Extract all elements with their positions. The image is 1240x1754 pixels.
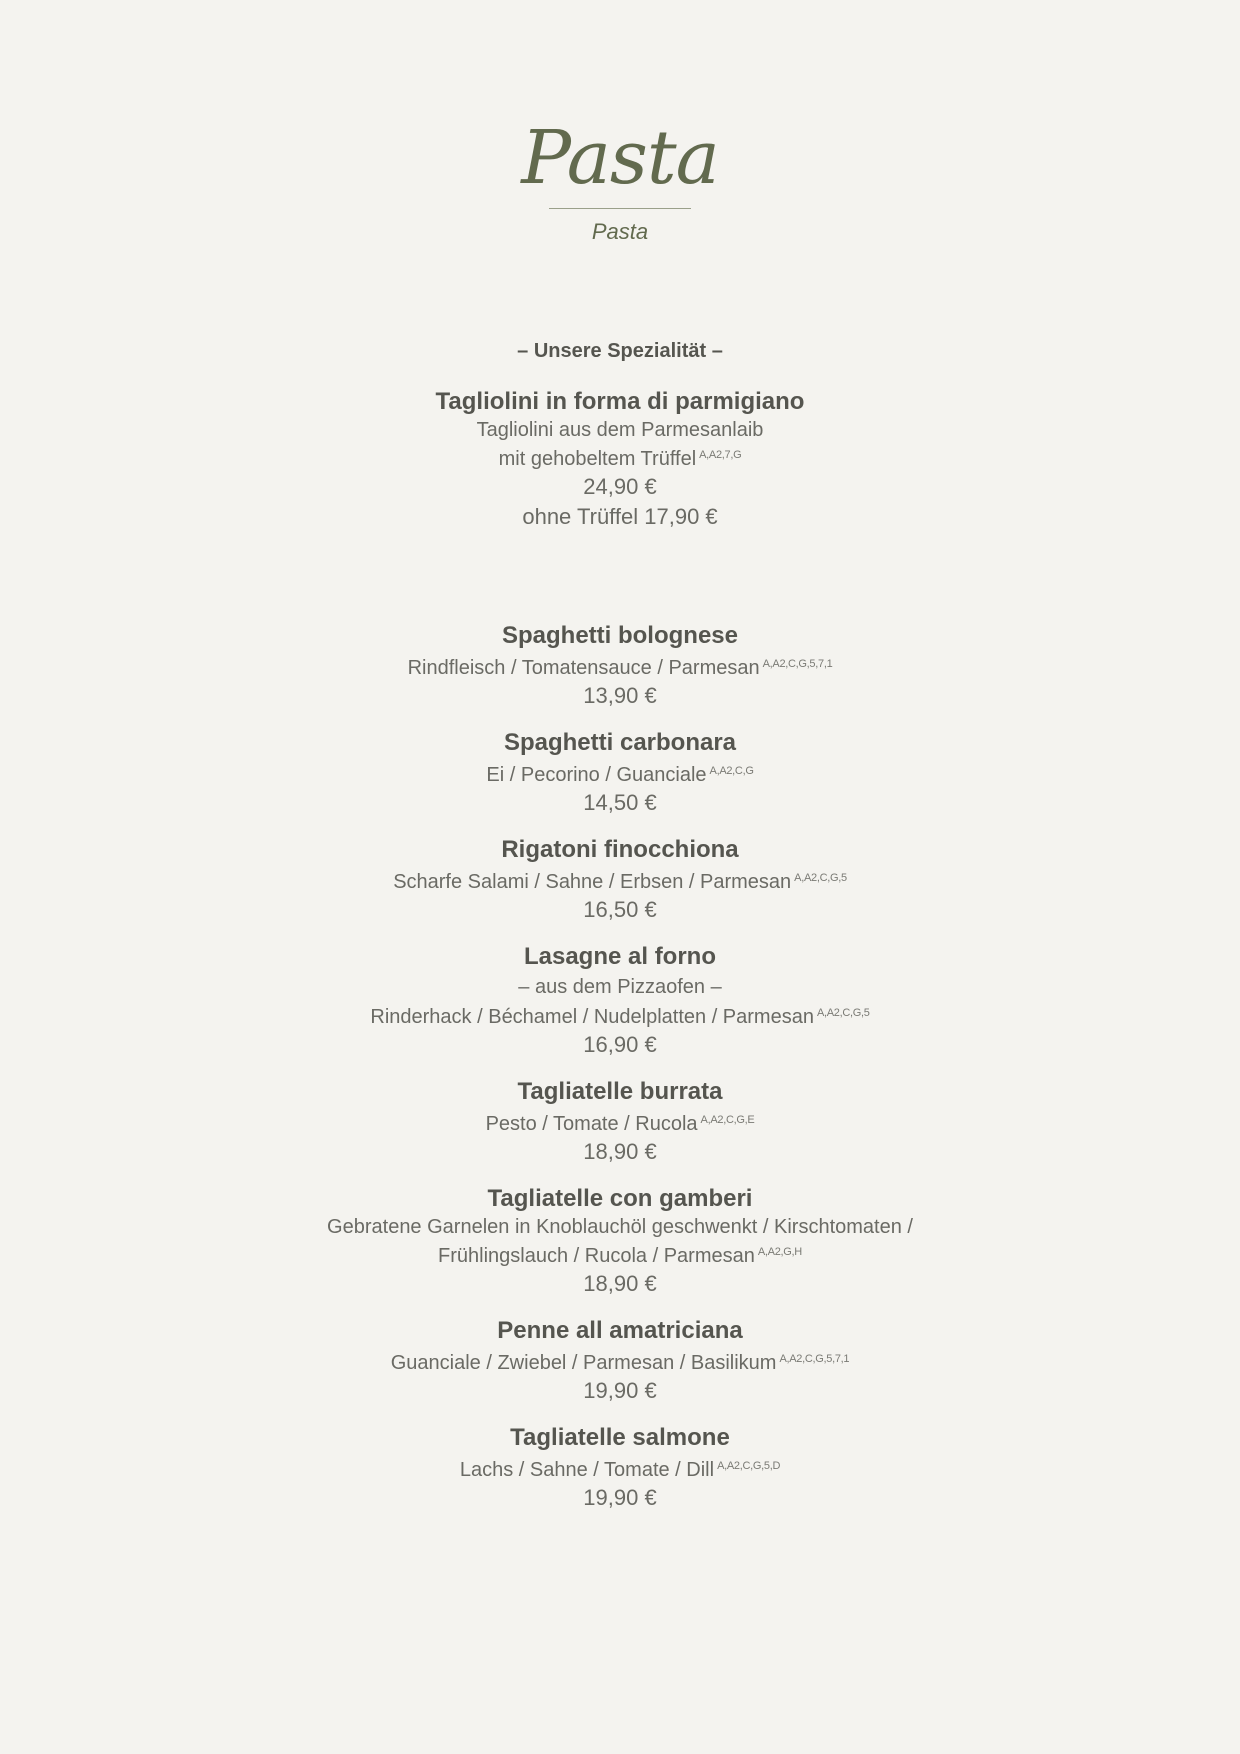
allergen-codes: A,A2,7,G (699, 449, 742, 461)
allergen-codes: A,A2,G,H (757, 1246, 802, 1258)
dish-alt-price: ohne Trüffel 17,90 € (522, 504, 718, 529)
dish-description: Tagliolini aus dem Parmesanlaib (476, 419, 764, 441)
allergen-codes: A,A2,C,G (709, 765, 754, 777)
dish-description (0, 1347, 1240, 1376)
dish-name: Spaghetti carbonara (503, 729, 737, 756)
menu-item (0, 1076, 1240, 1167)
dish-price: 24,90 € (583, 474, 657, 499)
dish-description: Gebratene Garnelen in Knoblauchöl geschwenkt / Kirschtomaten / (327, 1216, 913, 1238)
dish-description-text: Scharfe Salami / Sahne / Erbsen / Parmesan (393, 871, 792, 893)
dish-name: Rigatoni finocchiona (501, 836, 739, 863)
dish-name: Tagliolini in forma di parmigiano (435, 388, 805, 415)
subtitle: Pasta (591, 219, 649, 244)
dish-price: 13,90 € (583, 683, 657, 708)
dish-description (0, 1108, 1240, 1137)
script-title: Pasta (521, 115, 719, 201)
dish-price: 16,90 € (583, 1032, 657, 1057)
dish-name: Tagliatelle burrata (517, 1078, 723, 1105)
dish-description (0, 759, 1240, 788)
allergen-codes: A,A2,C,G,5 (794, 872, 847, 884)
dish-name: Spaghetti bolognese (501, 622, 738, 649)
dish-description (0, 1454, 1240, 1483)
dish-note: – aus dem Pizzaofen – (518, 976, 722, 998)
dish-description-text: Frühlingslauch / Rucola / Parmesan (438, 1245, 755, 1267)
menu-item (0, 1422, 1240, 1513)
allergen-codes: A,A2,C,G,5,D (717, 1460, 781, 1472)
dish-description-text: Rinderhack / Béchamel / Nudelplatten / Parmesan (370, 1006, 814, 1028)
dish-description (0, 1001, 1240, 1030)
dish-description (0, 652, 1240, 681)
dish-name: Tagliatelle salmone (510, 1424, 730, 1451)
dish-name: Penne all amatriciana (497, 1317, 743, 1344)
allergen-codes: A,A2,C,G,5 (816, 1007, 870, 1019)
specialty-section (0, 336, 1240, 532)
menu-header (0, 110, 1240, 247)
menu-item (0, 941, 1240, 1060)
dish-description (0, 1240, 1240, 1269)
menu-list (0, 620, 1240, 1529)
allergen-codes: A,A2,C,G,E (700, 1114, 755, 1126)
dish-description-text: Rindfleisch / Tomatensauce / Parmesan (407, 657, 760, 679)
dish-name: Tagliatelle con gamberi (487, 1185, 753, 1212)
allergen-codes: A,A2,C,G,5,7,1 (779, 1353, 850, 1365)
dish-price: 18,90 € (583, 1139, 657, 1164)
dish-price: 19,90 € (583, 1378, 657, 1403)
menu-item (0, 620, 1240, 711)
specialty-item (0, 386, 1240, 532)
dish-description-text: mit gehobeltem Trüffel (498, 448, 697, 470)
dish-price: 18,90 € (583, 1271, 657, 1296)
dish-price: 16,50 € (583, 897, 657, 922)
dish-description-text: Guanciale / Zwiebel / Parmesan / Basilikum (390, 1352, 777, 1374)
dish-price: 14,50 € (583, 790, 657, 815)
dish-description (0, 443, 1240, 472)
dish-name: Lasagne al forno (523, 943, 717, 970)
specialty-label: – Unsere Spezialität – (517, 340, 723, 362)
menu-item (0, 1315, 1240, 1406)
dish-description-text: Ei / Pecorino / Guanciale (486, 764, 707, 786)
menu-item (0, 727, 1240, 818)
allergen-codes: A,A2,C,G,5,7,1 (762, 658, 833, 670)
menu-item (0, 1183, 1240, 1299)
dish-description-text: Pesto / Tomate / Rucola (485, 1113, 698, 1135)
dish-description-text: Lachs / Sahne / Tomate / Dill (459, 1459, 715, 1481)
dish-price: 19,90 € (583, 1485, 657, 1510)
title-divider (549, 208, 691, 209)
menu-item (0, 834, 1240, 925)
dish-description (0, 866, 1240, 895)
